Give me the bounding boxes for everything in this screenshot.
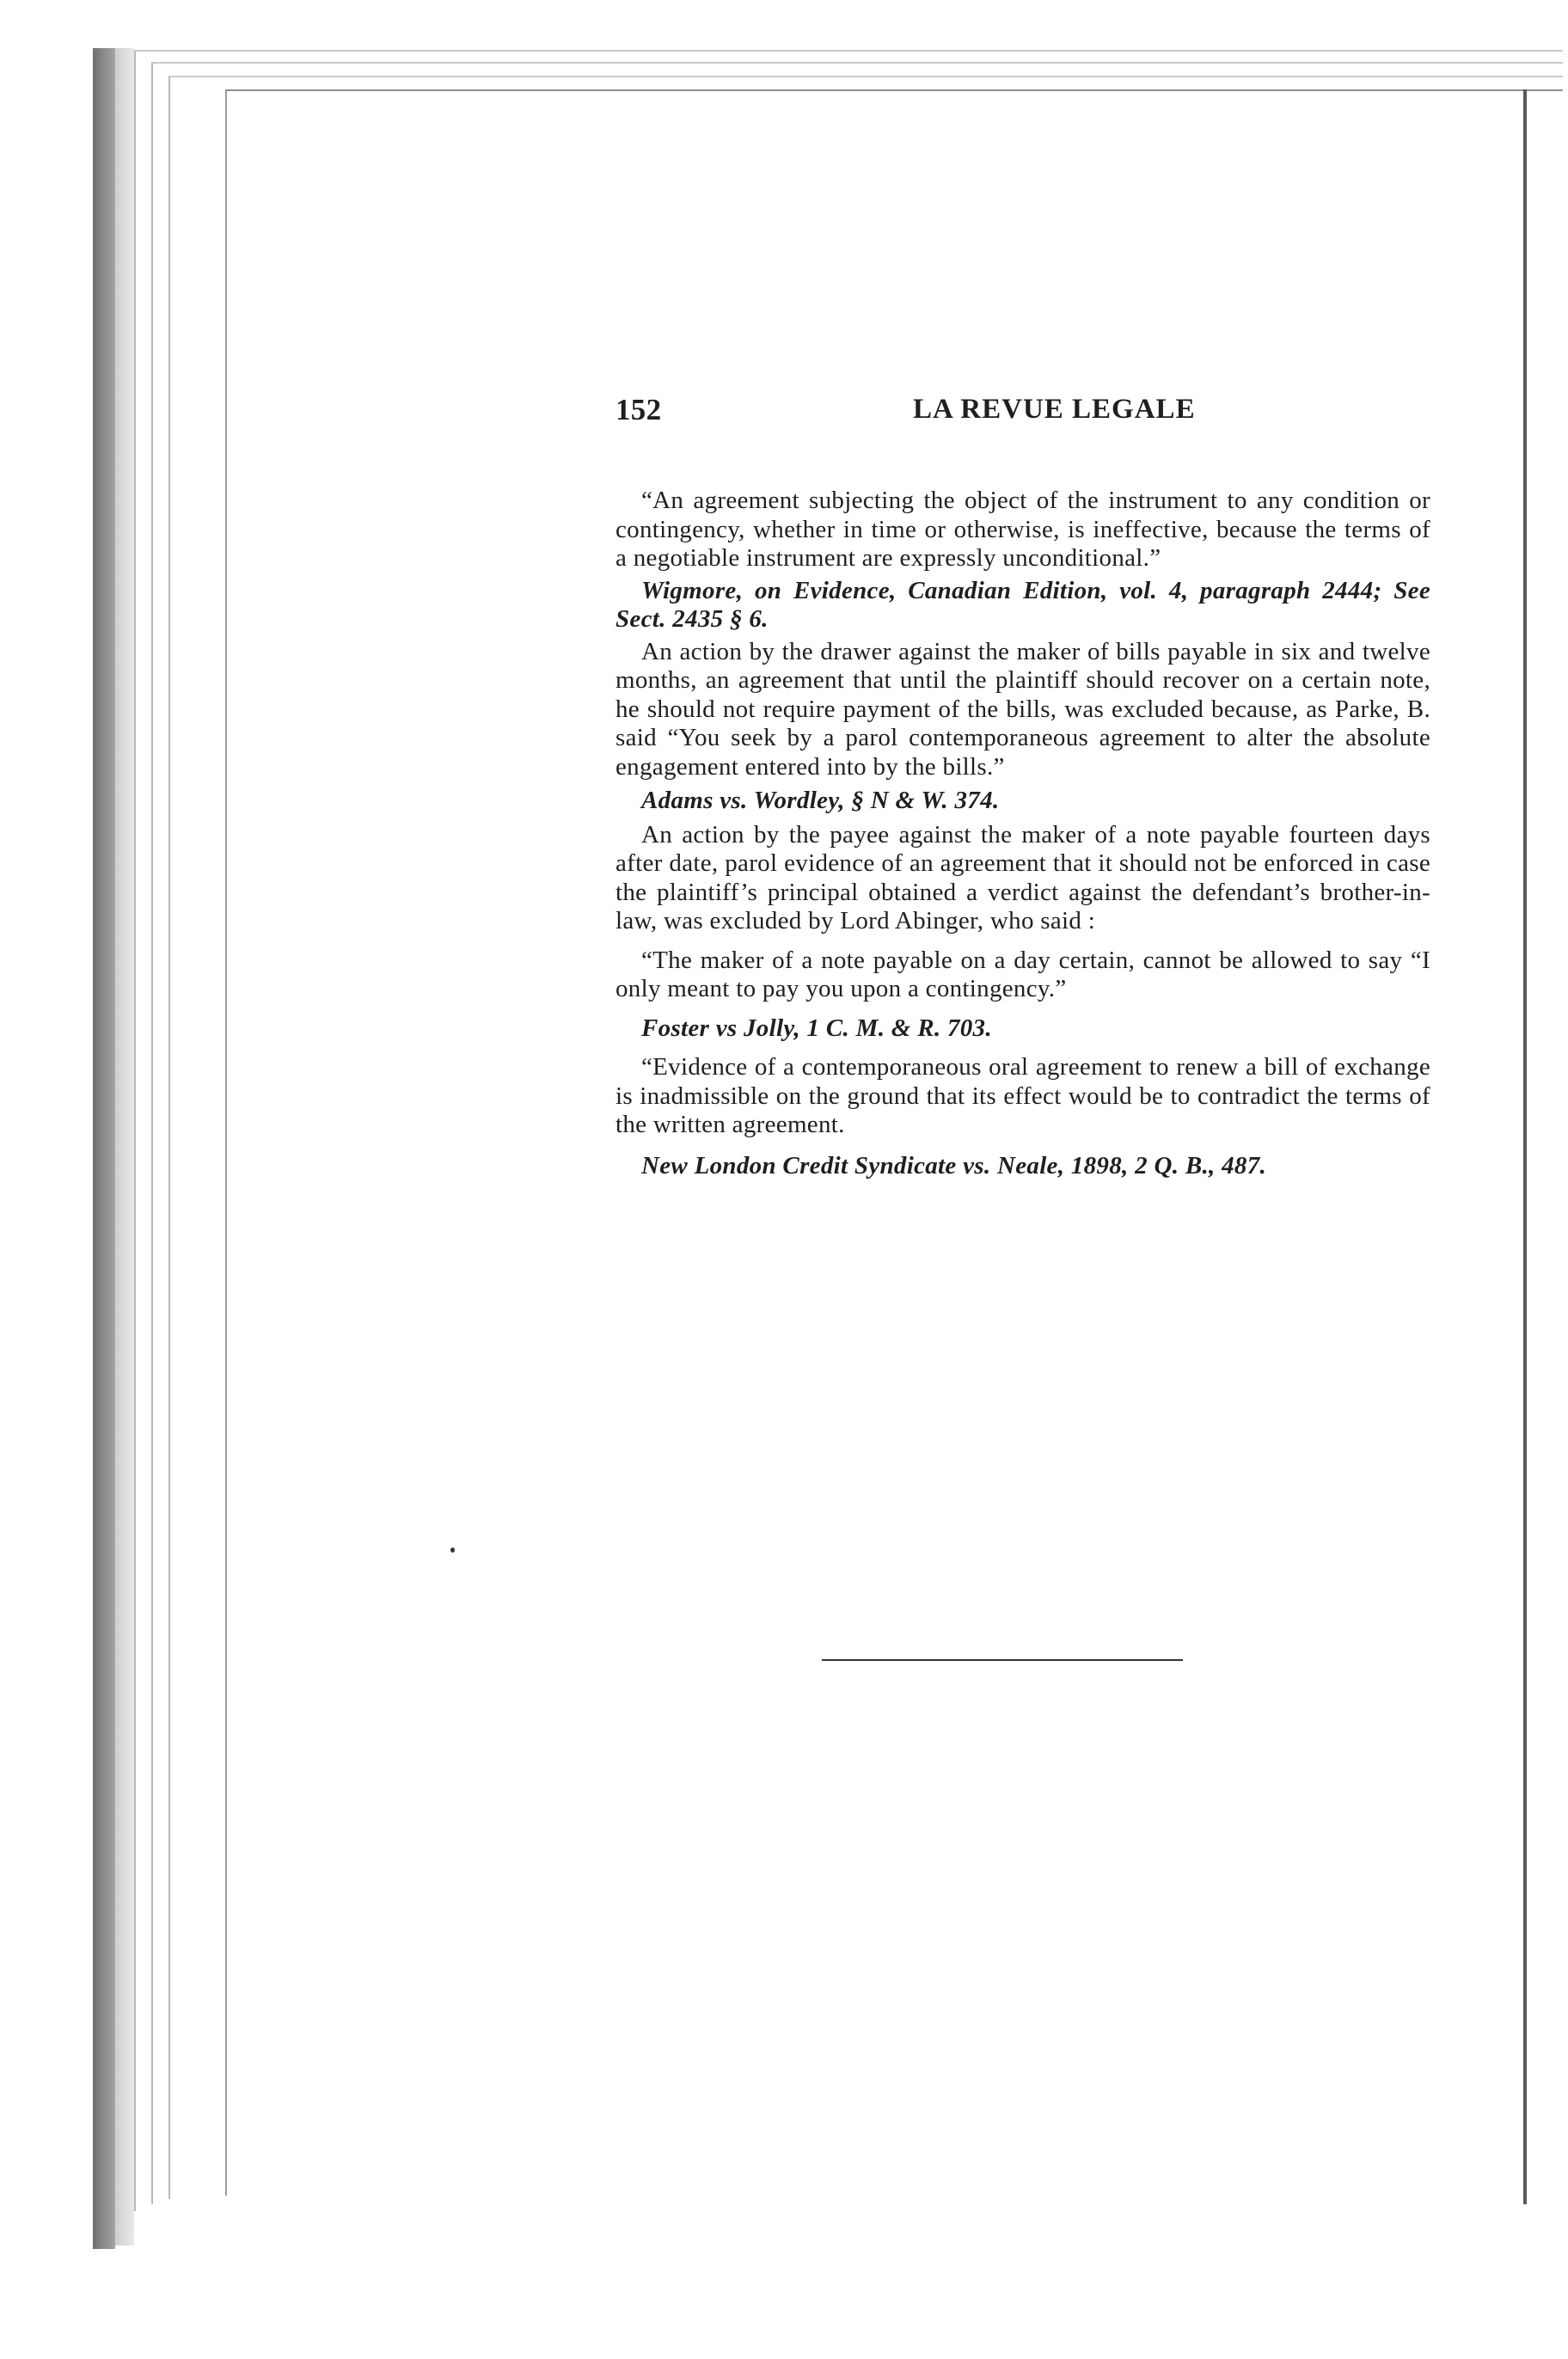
book-edge-shadow: [115, 48, 134, 2246]
page-right-edge: [1523, 89, 1527, 2204]
scan-speck: [450, 1547, 455, 1553]
citation: Wigmore, on Evidence, Canadian Edition, vol. 4, paragraph 2444; See Sect. 2435 § 6.: [616, 576, 1430, 633]
quote-paragraph: “An agreement subjecting the object of the instrument to any condition or contingency, whether in time or otherwise, is ineffective, because the terms of a negotiable instrument are expressly unconditional.”: [616, 487, 1430, 572]
book-edge-dark: [93, 48, 115, 2249]
running-title: LA REVUE LEGALE: [913, 394, 1196, 425]
body-paragraph: An action by the payee against the maker of a note payable fourteen days after date, parol evidence of an agreement that it should not be enforced in case the plaintiff’s principal obtained a verdict against the defendant’s brother-in-law, was excluded by Lord Abinger, who said :: [616, 820, 1430, 934]
end-rule: [822, 1659, 1183, 1661]
quote-paragraph: “Evidence of a contemporaneous oral agreement to renew a bill of exchange is inadmissible on the ground that its effect would be to contradict the terms of the written agreement.: [616, 1053, 1430, 1138]
citation: Adams vs. Wordley, § N & W. 374.: [641, 787, 1000, 814]
page-number: 152: [616, 393, 662, 426]
citation: New London Credit Syndicate vs. Neale, 1898, 2 Q. B., 487.: [641, 1151, 1267, 1180]
citation: Foster vs Jolly, 1 C. M. & R. 703.: [641, 1014, 992, 1042]
page-text-block: [616, 395, 1430, 1184]
quote-paragraph: “The maker of a note payable on a day certain, cannot be allowed to say “I only meant to pay you upon a contingency.”: [616, 946, 1430, 1002]
body-paragraph: An action by the drawer against the maker of bills payable in six and twelve months, an agreement that until the plaintiff should recover on a certain note, he should not require payment of the bills, was excluded because, as Parke, B. said “You seek by a parol contemporaneous agreement to alter the absolute engagement entered into by the bills.”: [616, 637, 1430, 781]
page-header: [616, 395, 1430, 433]
